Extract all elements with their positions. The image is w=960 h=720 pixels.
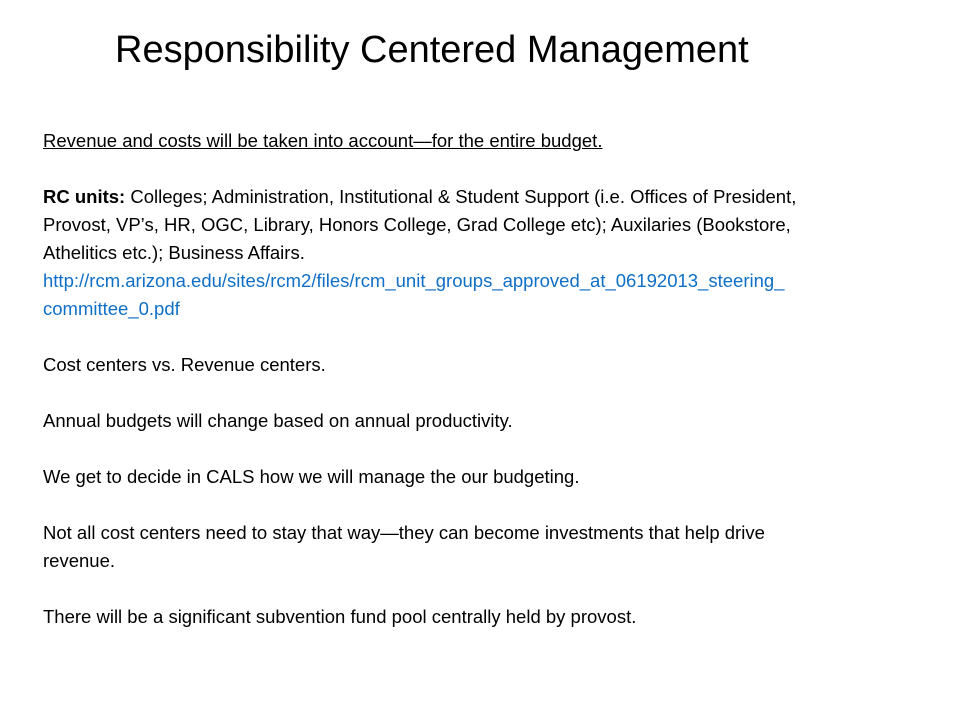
investments-line-2: revenue.	[43, 550, 115, 571]
investments-line-1: Not all cost centers need to stay that way—they can become investments that help drive	[43, 522, 765, 543]
spacer	[43, 575, 955, 603]
rc-units-line-2: Provost, VP’s, HR, OGC, Library, Honors College, Grad College etc); Auxilaries (Bookstore,	[43, 214, 791, 235]
cost-centers-line: Cost centers vs. Revenue centers.	[43, 354, 326, 375]
cals-line: We get to decide in CALS how we will manage the our budgeting.	[43, 466, 580, 487]
spacer	[43, 155, 955, 183]
rc-units-label: RC units:	[43, 186, 126, 207]
rc-units-text-1: Colleges; Administration, Institutional & Student Support (i.e. Offices of President,	[125, 186, 797, 207]
slide-body	[43, 127, 955, 631]
subvention-line: There will be a significant subvention fund pool centrally held by provost.	[43, 606, 637, 627]
annual-budgets-line: Annual budgets will change based on annual productivity.	[43, 410, 513, 431]
rcm-link-line-1[interactable]: http://rcm.arizona.edu/sites/rcm2/files/rcm_unit_groups_approved_at_06192013_steering_	[43, 270, 785, 291]
slide-title: Responsibility Centered Management	[115, 29, 749, 71]
spacer	[43, 435, 955, 463]
heading-line: Revenue and costs will be taken into account—for the entire budget.	[43, 130, 603, 151]
rc-units-line-1	[43, 183, 955, 211]
rcm-link-line-2[interactable]: committee_0.pdf	[43, 298, 180, 319]
rc-units-line-3: Athelitics etc.); Business Affairs.	[43, 242, 305, 263]
spacer	[43, 379, 955, 407]
spacer	[43, 323, 955, 351]
spacer	[43, 491, 955, 519]
